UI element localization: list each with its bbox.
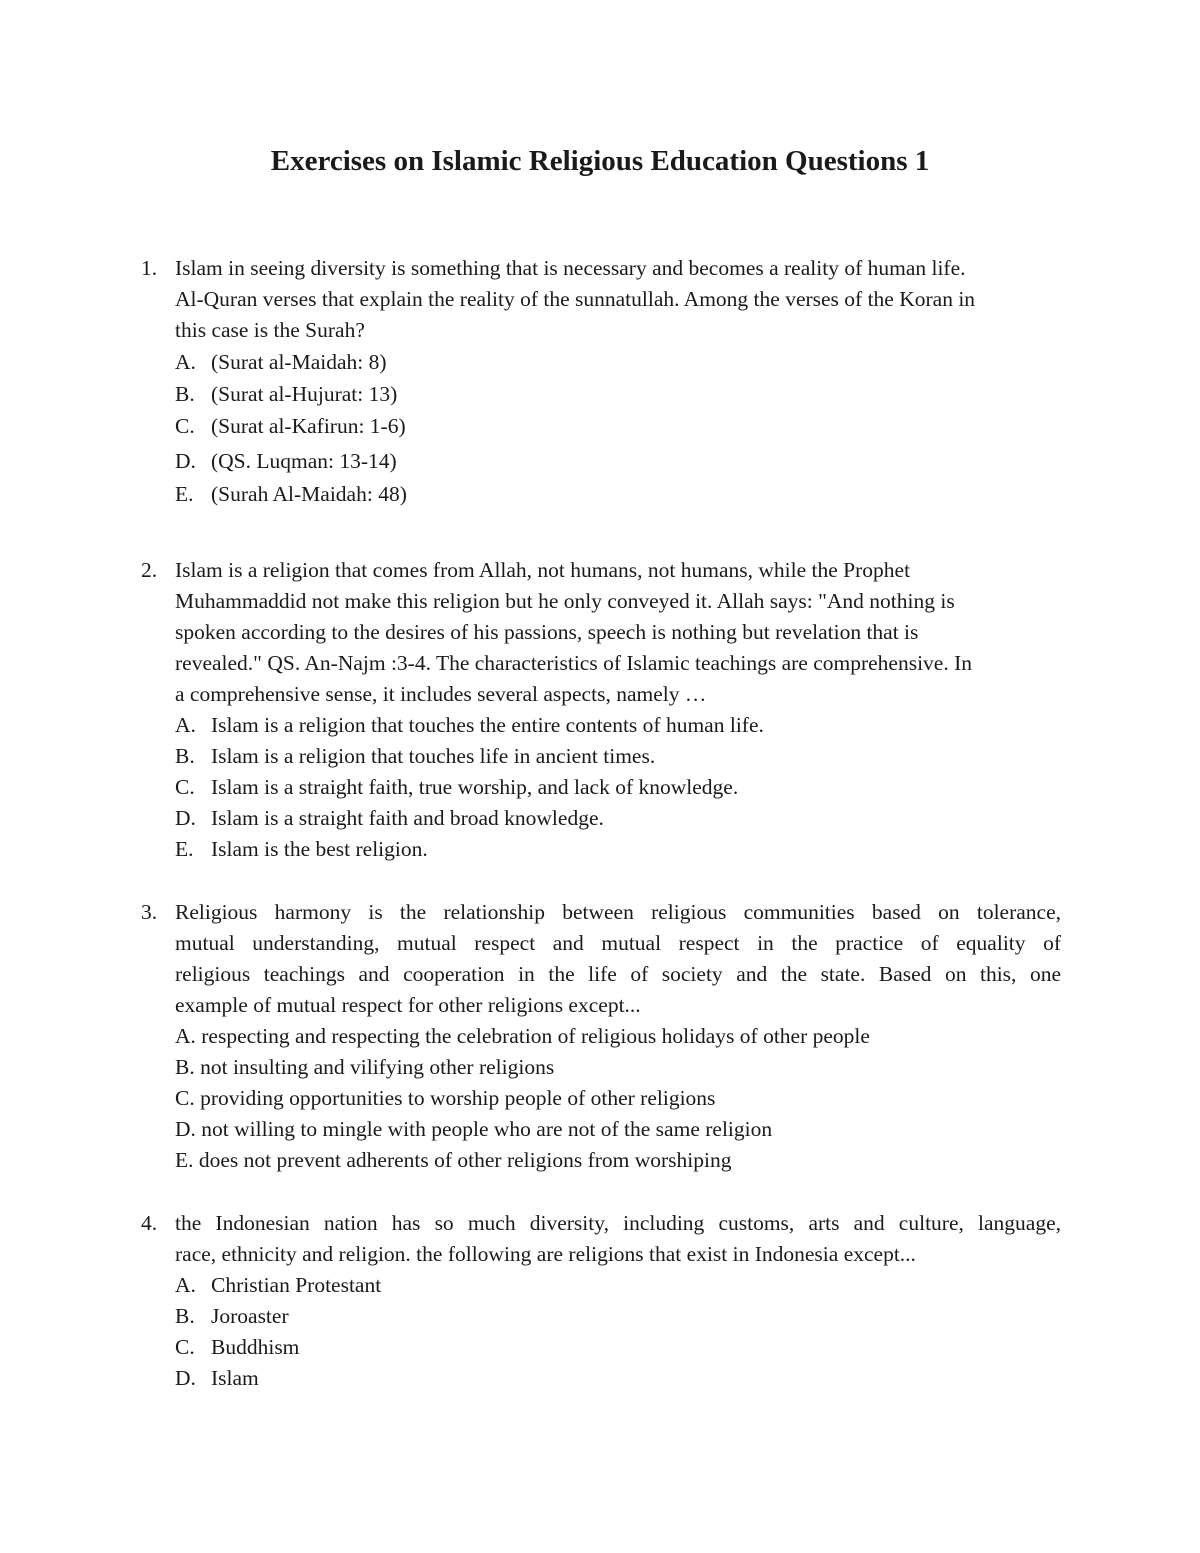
option-text: Joroaster (211, 1304, 289, 1328)
question-1 (141, 253, 1061, 510)
answer-option (175, 1332, 1061, 1363)
option-text: Buddhism (211, 1335, 300, 1359)
option-letter: E. (175, 837, 194, 861)
question-line: a comprehensive sense, it includes several aspects, namely … (175, 682, 707, 706)
question-number: 1. (141, 256, 158, 280)
question-line: Muhammaddid not make this religion but he only conveyed it. Allah says: "And nothing is (175, 589, 955, 613)
option-text: Islam (211, 1366, 259, 1390)
option-letter: D. (175, 1366, 196, 1390)
question-4 (141, 1208, 1061, 1394)
option-letter: D. (175, 806, 196, 830)
option-letter: C. (175, 1335, 195, 1359)
answer-option: C. providing opportunities to worship people of other religions (175, 1086, 716, 1110)
question-line: Al-Quran verses that explain the reality of the sunnatullah. Among the verses of the Koran in (175, 287, 976, 311)
question-number: 3. (141, 900, 158, 924)
question-2 (141, 555, 1061, 865)
option-letter: A. (175, 1273, 196, 1297)
question-line-text: the Indonesian nation has so much diversity, including customs, arts and culture, language, (175, 1211, 1061, 1235)
question-line (175, 928, 1061, 959)
option-text: Islam is a religion that touches life in ancient times. (211, 744, 656, 768)
question-line: example of mutual respect for other religions except... (175, 993, 641, 1017)
question-line-text: mutual understanding, mutual respect and mutual respect in the practice of equality of (175, 931, 1061, 955)
answer-option (175, 446, 1061, 477)
question-number: 2. (141, 558, 158, 582)
question-line: spoken according to the desires of his passions, speech is nothing but revelation that is (175, 620, 919, 644)
option-text: Islam is a straight faith, true worship, and lack of knowledge. (211, 775, 739, 799)
answer-option (175, 710, 1061, 741)
option-letter: D. (175, 449, 196, 473)
answer-option: E. does not prevent adherents of other religions from worshiping (175, 1148, 732, 1172)
question-line: Islam in seeing diversity is something that is necessary and becomes a reality of human life. (175, 256, 966, 280)
answer-option (175, 772, 1061, 803)
answer-option: D. not willing to mingle with people who are not of the same religion (175, 1117, 773, 1141)
answer-option (175, 741, 1061, 772)
question-body (175, 897, 1061, 1176)
question-3 (141, 897, 1061, 1176)
question-line-text: religious teachings and cooperation in the life of society and the state. Based on this, one (175, 962, 1061, 986)
answer-option (175, 834, 1061, 865)
question-line: race, ethnicity and religion. the following are religions that exist in Indonesia except... (175, 1242, 916, 1266)
question-line (175, 959, 1061, 990)
question-line: revealed." QS. An-Najm :3-4. The characteristics of Islamic teachings are comprehensive. In (175, 651, 973, 675)
question-line: this case is the Surah? (175, 318, 365, 342)
question-line (175, 1208, 1061, 1239)
option-text: Islam is the best religion. (211, 837, 428, 861)
option-letter: E. (175, 482, 194, 506)
answer-option (175, 1270, 1061, 1301)
question-number: 4. (141, 1211, 158, 1235)
option-text: Islam is a religion that touches the entire contents of human life. (211, 713, 764, 737)
option-letter: C. (175, 775, 195, 799)
option-text: (QS. Luqman: 13-14) (211, 449, 397, 473)
option-letter: A. (175, 350, 196, 374)
answer-option (175, 803, 1061, 834)
option-text: (Surat al-Maidah: 8) (211, 350, 387, 374)
option-text: (Surat al-Hujurat: 13) (211, 382, 398, 406)
answer-option (175, 411, 1061, 442)
question-line: Islam is a religion that comes from Allah, not humans, not humans, while the Prophet (175, 558, 911, 582)
option-text: Islam is a straight faith and broad knowledge. (211, 806, 604, 830)
answer-option (175, 479, 1061, 510)
option-letter: C. (175, 414, 195, 438)
option-text: Christian Protestant (211, 1273, 382, 1297)
option-letter: B. (175, 744, 195, 768)
answer-option (175, 1301, 1061, 1332)
option-letter: A. (175, 713, 196, 737)
answer-option (175, 1363, 1061, 1394)
question-line (175, 897, 1061, 928)
question-body (175, 555, 1061, 865)
option-letter: B. (175, 382, 195, 406)
answer-option: A. respecting and respecting the celebration of religious holidays of other people (175, 1024, 870, 1048)
question-body (175, 1208, 1061, 1394)
answer-option: B. not insulting and vilifying other religions (175, 1055, 555, 1079)
option-text: (Surah Al-Maidah: 48) (211, 482, 407, 506)
question-body (175, 253, 1061, 510)
answer-option (175, 347, 1061, 378)
question-line-text: Religious harmony is the relationship between religious communities based on tolerance, (175, 900, 1061, 924)
document-title: Exercises on Islamic Religious Education Questions 1 (270, 145, 930, 177)
option-letter: B. (175, 1304, 195, 1328)
option-text: (Surat al-Kafirun: 1-6) (211, 414, 406, 438)
answer-option (175, 379, 1061, 410)
